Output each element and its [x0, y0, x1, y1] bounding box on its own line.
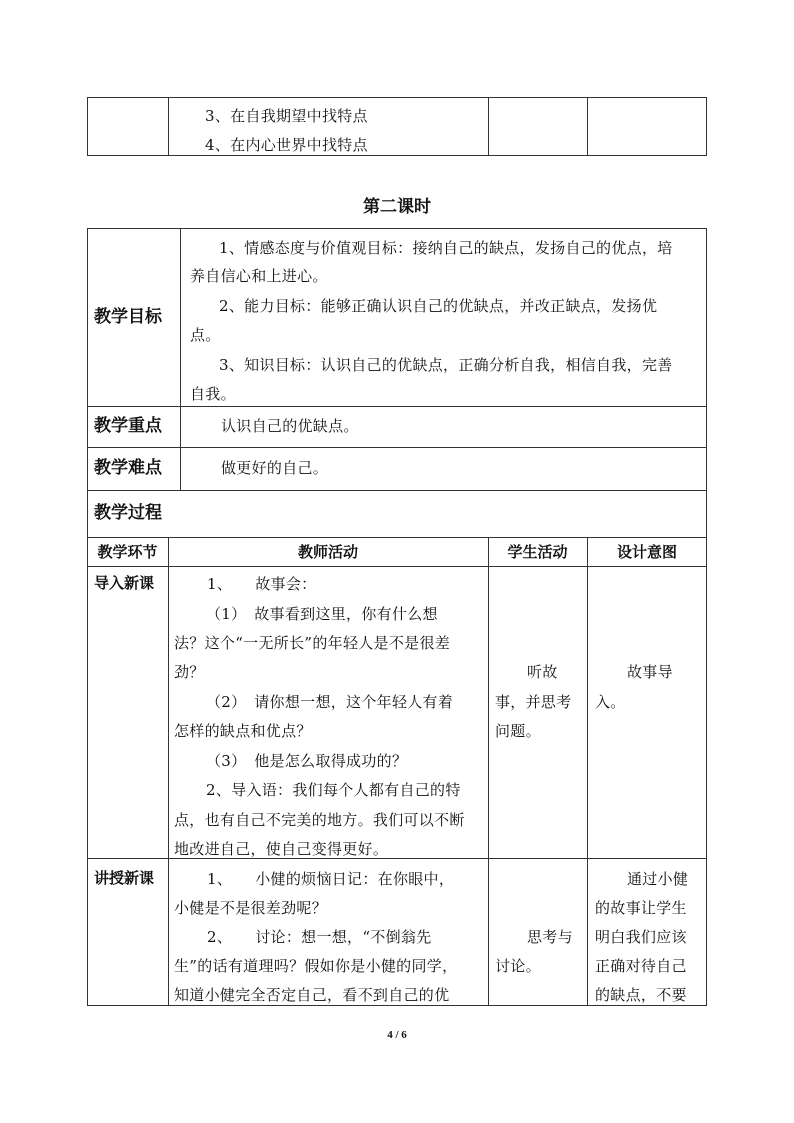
- intro-teacher-line: 劲？: [174, 663, 205, 681]
- intro-student-line: 听故: [527, 663, 558, 681]
- row-divider: [87, 447, 707, 448]
- page-number: 4 / 6: [387, 1029, 407, 1041]
- header-stage: 教学环节: [97, 543, 158, 561]
- process-row-divider: [87, 566, 707, 567]
- lecture-student-line: 讨论。: [495, 957, 541, 975]
- header-teacher: 教师活动: [297, 543, 358, 561]
- objective-line: 2、能力目标：能够正确认识自己的优缺点，并改正缺点，发扬优: [219, 297, 658, 315]
- intro-teacher-line: 怎样的缺点和优点？: [174, 722, 312, 740]
- intro-teacher-line: （3） 他是怎么取得成功的？: [206, 752, 408, 770]
- intro-student-line: 问题。: [495, 722, 541, 740]
- key-point-label: 教学重点: [94, 416, 162, 436]
- top-table: [87, 97, 707, 156]
- process-title-row: [87, 490, 707, 538]
- intro-design-line: 入。: [595, 693, 626, 711]
- process-col-divider: [488, 537, 489, 1006]
- objective-line: 点。: [190, 326, 221, 344]
- top-table-divider: [488, 97, 489, 156]
- difficulty-label: 教学难点: [94, 458, 162, 478]
- lecture-teacher-line: 小健是不是很差劲呢？: [174, 899, 328, 917]
- section-title: 第二课时: [363, 197, 431, 217]
- lecture-design-line: 的故事让学生: [595, 899, 687, 917]
- lecture-design-line: 通过小健: [627, 870, 689, 888]
- header-design: 设计意图: [616, 543, 677, 561]
- objective-line: 1、情感态度与价值观目标：接纳自己的缺点，发扬自己的优点，培: [219, 239, 673, 257]
- header-student: 学生活动: [507, 543, 568, 561]
- top-table-divider: [168, 97, 169, 156]
- intro-teacher-line: 地改进自己，使自己变得更好。: [174, 840, 389, 858]
- objective-line: 养自信心和上进心。: [190, 267, 328, 285]
- objective-line: 3、知识目标：认识自己的优缺点，正确分析自我，相信自我，完善: [219, 356, 673, 374]
- lecture-teacher-line: 2、 讨论：想一想，“不倒翁先: [207, 928, 432, 946]
- lecture-student-line: 思考与: [527, 928, 573, 946]
- row-divider: [87, 406, 707, 407]
- process-title: 教学过程: [94, 503, 162, 523]
- intro-stage: 导入新课: [94, 574, 155, 592]
- lecture-stage: 讲授新课: [94, 869, 155, 887]
- lecture-teacher-line: 1、 小健的烦恼日记：在你眼中，: [207, 870, 455, 888]
- intro-teacher-line: 1、 故事会：: [207, 575, 317, 593]
- lecture-design-line: 正确对待自己: [595, 957, 687, 975]
- intro-teacher-line: 法？这个“一无所长”的年轻人是不是很差: [174, 634, 451, 652]
- top-table-line: 3、在自我期望中找特点: [205, 107, 368, 125]
- top-table-divider: [587, 97, 588, 156]
- lecture-design-line: 的缺点，不要: [595, 986, 687, 1004]
- lecture-teacher-line: 生”的话有道理吗？假如你是小健的同学，: [174, 957, 458, 975]
- top-table-line: 4、在内心世界中找特点: [205, 136, 368, 154]
- intro-student-line: 事，并思考: [495, 693, 572, 711]
- key-point-text: 认识自己的优缺点。: [221, 417, 359, 435]
- process-col-divider: [168, 537, 169, 1006]
- intro-design-line: 故事导: [627, 663, 673, 681]
- intro-teacher-line: （1） 故事看到这里，你有什么想: [206, 605, 438, 623]
- lecture-design-line: 明白我们应该: [595, 928, 687, 946]
- objective-line: 自我。: [190, 385, 236, 403]
- lecture-teacher-line: 知道小健完全否定自己，看不到自己的优: [174, 986, 450, 1004]
- objectives-label: 教学目标: [94, 307, 162, 327]
- intro-teacher-line: 点，也有自己不完美的地方。我们可以不断: [174, 811, 465, 829]
- intro-teacher-line: 2、导入语：我们每个人都有自己的特: [206, 781, 461, 799]
- difficulty-text: 做更好的自己。: [221, 459, 329, 477]
- process-col-divider: [587, 537, 588, 1006]
- label-column-divider: [180, 228, 181, 491]
- intro-teacher-line: （2） 请你想一想，这个年轻人有着: [206, 693, 454, 711]
